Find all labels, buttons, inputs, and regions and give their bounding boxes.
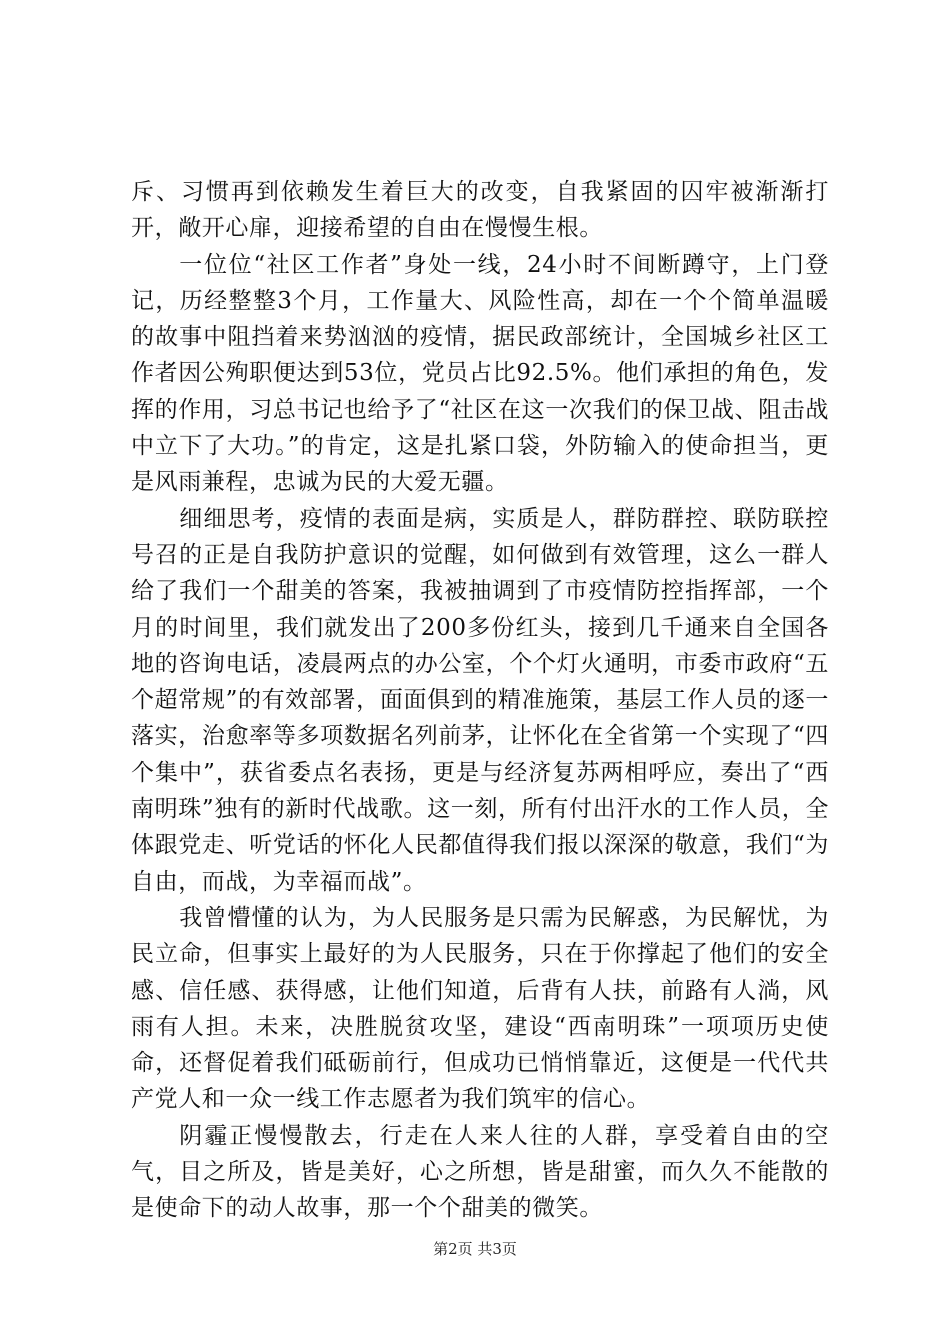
paragraph: 细细思考，疫情的表面是病，实质是人，群防群控、联防联控号召的正是自我防护意识的觉醒，如何做到有效管理，这么一群人给了我们一个甜美的答案，我被抽调到了市疫情防控指挥部，一个月的时间里，我们就发出了200多份红头，接到几千通来自全国各地的咨询电话，凌晨两点的办公室，个个灯火通明，市委市政府“五个超常规”的有效部署，面面俱到的精准施策，基层工作人员的逐一落实，治愈率等多项数据名列前茅，让怀化在全省第一个实现了“四个集中”，获省委点名表扬，更是与经济复苏两相呼应，奏出了“西南明珠”独有的新时代战歌。这一刻，所有付出汗水的工作人员，全体跟党走、听党话的怀化人民都值得我们报以深深的敬意，我们“为自由，而战，为幸福而战”。 bbox=[131, 505, 829, 895]
page-number-footer: 第2页 共3页 bbox=[433, 1240, 517, 1258]
paragraph: 一位位“社区工作者”身处一线，24小时不间断蹲守，上门登记，历经整整3个月，工作量大、风险性高，却在一个个简单温暖的故事中阻挡着来势汹汹的疫情，据民政部统计，全国城乡社区工作者因公殉职便达到53位，党员占比92.5%。他们承担的角色，发挥的作用，习总书记也给予了“社区在这一次我们的保卫战、阻击战中立下了大功。”的肯定，这是扎紧口袋，外防输入的使命担当，更是风雨兼程，忠诚为民的大爱无疆。 bbox=[131, 251, 829, 496]
paragraph: 我曾懵懂的认为，为人民服务是只需为民解惑，为民解忧，为民立命，但事实上最好的为人民服务，只在于你撑起了他们的安全感、信任感、获得感，让他们知道，后背有人扶，前路有人淌，风雨有人担。未来，决胜脱贫攻坚，建设“西南明珠”一项项历史使命，还督促着我们砥砺前行，但成功已悄悄靠近，这便是一代代共产党人和一众一线工作志愿者为我们筑牢的信心。 bbox=[131, 904, 829, 1113]
paragraph-continued: 斥、习惯再到依赖发生着巨大的改变，自我紧固的囚牢被渐渐打开，敞开心扉，迎接希望的自由在慢慢生根。 bbox=[131, 179, 829, 242]
paragraph: 阴霾正慢慢散去，行走在人来人往的人群，享受着自由的空气，目之所及，皆是美好，心之所想，皆是甜蜜，而久久不能散的是使命下的动人故事，那一个个甜美的微笑。 bbox=[131, 1122, 829, 1222]
document-body bbox=[131, 174, 829, 1227]
